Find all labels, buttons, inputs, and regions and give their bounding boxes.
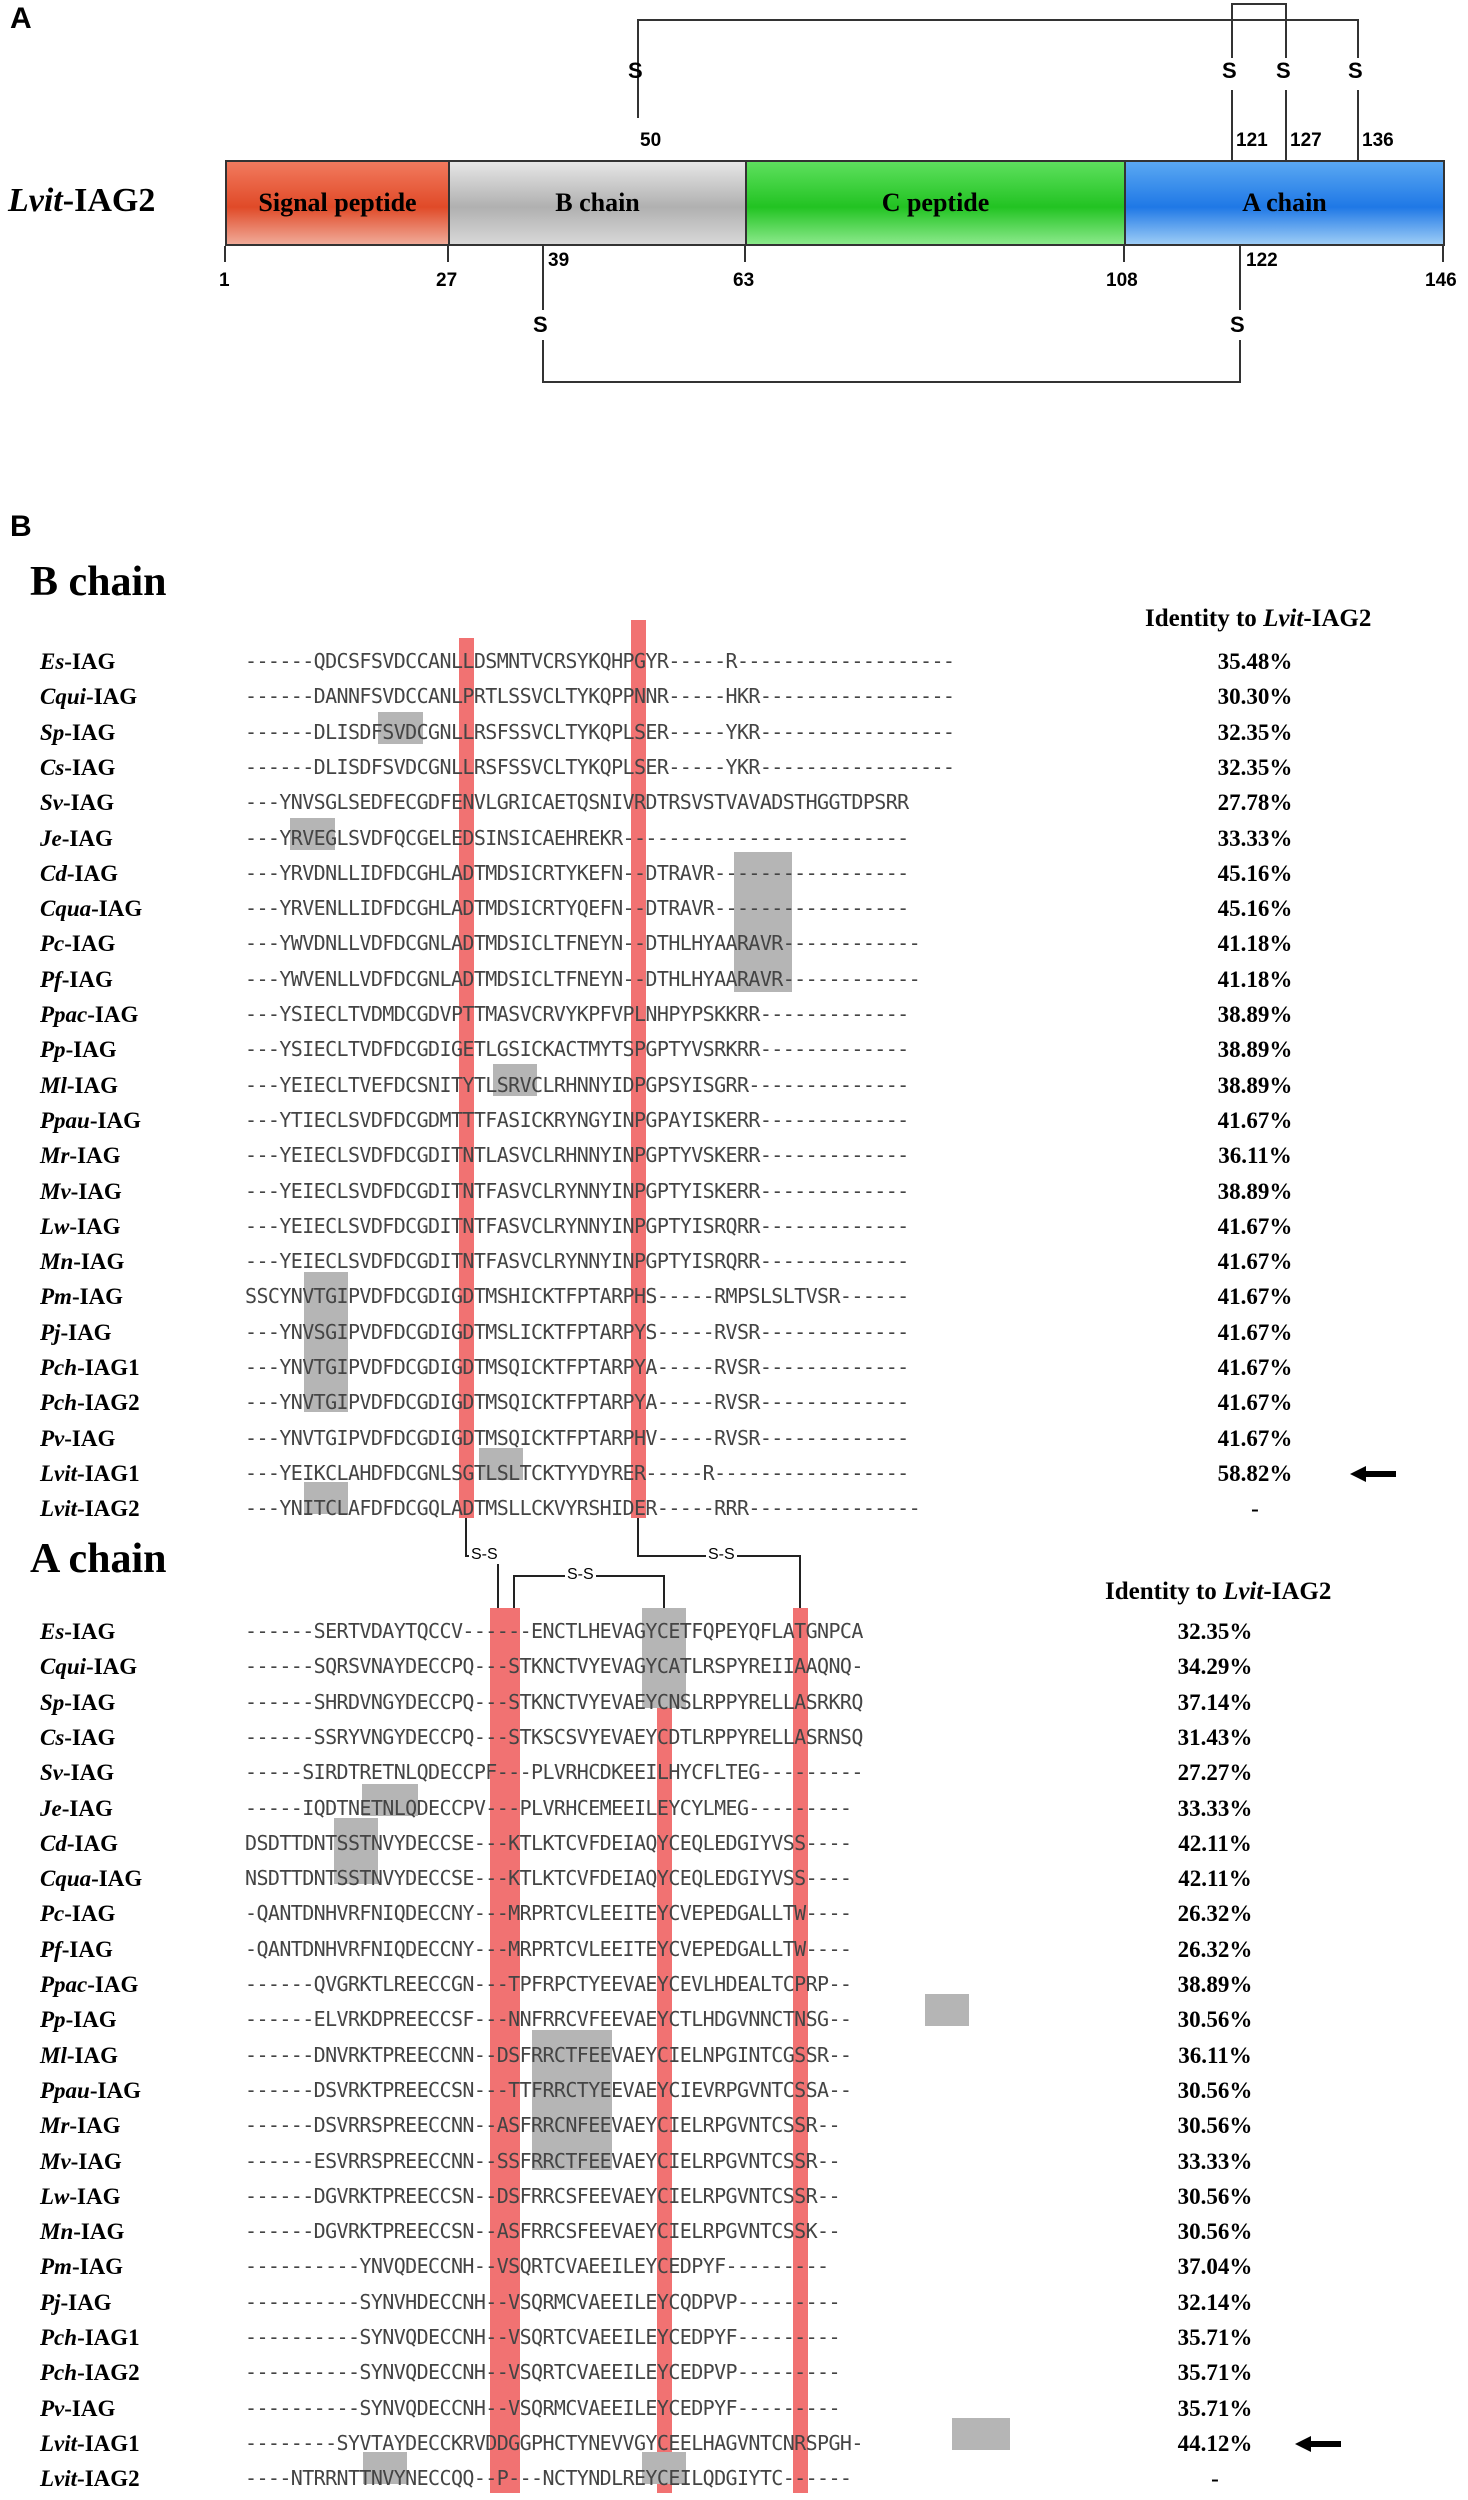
sequence: ------DLISDFSVDCGNLLRSFSSVCLTYKQPLSER-----YKR----------------- [245, 719, 955, 744]
identity-value: 32.35% [1177, 1619, 1253, 1644]
sequence: ------SQRSVNAYDECCPQ---STKNCTVYEVAGYCATLRSPYREIIAAQNQ- [245, 1654, 863, 1679]
a-chain-row [0, 2214, 1468, 2249]
sequence: --------SYVTAYDECCKRVDDGGPHCTYNEVVGYCEELHAGVNTCNRSPGH- [245, 2430, 863, 2455]
a-chain-row [0, 2391, 1468, 2426]
species-label: Cqui-IAG [40, 1654, 138, 1680]
species-label: Sp-IAG [40, 719, 116, 745]
b-chain-row [0, 1103, 1468, 1138]
identity-value: - [1251, 1496, 1259, 1522]
b-chain-row [0, 644, 1468, 679]
identity-value: 30.56% [1177, 2183, 1253, 2209]
sequence: ---YEIECLSVDFDCGDITNTLASVCLRHNNYINPGPTYVSKERR------------- [245, 1143, 909, 1168]
b-chain-row [0, 750, 1468, 785]
species-label: Mr-IAG [40, 1143, 121, 1169]
sequence: -----IQDTNETNLQDECCPV---PLVRHCEMEEILEYCYLMEG--------- [245, 1795, 852, 1820]
sequence: ---YWVDNLLVDFDCGNLADTMDSICLTFNEYN--DTHLHYAARAVR------------ [245, 931, 921, 956]
sequence: ------DGVRKTPREECCSN--ASFRRCSFEEVAEYCIELRPGVNTCSSK-- [245, 2219, 840, 2244]
species-label: Pc-IAG [40, 931, 116, 957]
sequence: ------DLISDFSVDCGNLLRSFSSVCLTYKQPLSER-----YKR----------------- [245, 754, 955, 779]
pos-146: 146 [1425, 270, 1457, 291]
sequence: ------QDCSFSVDCCANLLDSMNTVCRSYKQHPGYR-----R------------------- [245, 649, 955, 673]
identity-value: 32.35% [1217, 754, 1293, 780]
a-chain-row [0, 2285, 1468, 2320]
sequence: ------SSRYVNGYDECCPQ---STKSCSVYEVAEYCDTLRPPYRELLASRNSQ [245, 1724, 863, 1749]
a-chain-row [0, 2355, 1468, 2390]
sequence: ---YNVSGIPVDFDCGDIGDTMSLICKTFPTARPYS-----RVSR------------- [245, 1319, 909, 1344]
species-label: Ppac-IAG [40, 1972, 139, 1997]
b-chain-row [0, 1174, 1468, 1209]
species-label: Pch-IAG1 [40, 2325, 140, 2350]
cys-s-50: S [628, 58, 643, 83]
a-chain-row [0, 2426, 1468, 2461]
a-chain-row [0, 1755, 1468, 1790]
ss-label-1: S-S [471, 1546, 498, 1563]
left-arrow-icon [1350, 1466, 1396, 1482]
sequence: ------DSVRRSPREECCNN--ASFRRCNFEEVAEYCIELRPGVNTCSSR-- [245, 2113, 840, 2138]
protein-name: Lvit-IAG2 [8, 182, 156, 219]
b-chain-row [0, 1421, 1468, 1456]
species-label: Je-IAG [40, 825, 113, 851]
species-label: Je-IAG [40, 1795, 113, 1821]
identity-value: 38.89% [1217, 1178, 1293, 1204]
sequence: ----NTRRNTTNVYNECCQQ--P---NCTYNDLREYCEILQDGIYTC------ [245, 2466, 852, 2491]
species-label: Es-IAG [40, 649, 116, 674]
species-label: Ml-IAG [40, 2042, 118, 2068]
sequence: ---YEIECLSVDFDCGDITNTFASVCLRYNNYINPGPTYISKERR------------- [245, 1178, 909, 1203]
sequence: ------ESVRRSPREECCNN--SSFRRCTFEEVAEYCIELRPGVNTCSSR-- [245, 2148, 840, 2173]
sequence: NSDTTDNTSSTNVYDECCSE---KTLKTCVFDEIAQYCEQLEDGIYVSS---- [245, 1866, 852, 1891]
identity-value: 42.11% [1178, 1866, 1252, 1892]
a-chain-row [0, 2073, 1468, 2108]
species-label: Sv-IAG [40, 1760, 115, 1786]
cys-s-39: S [533, 312, 548, 337]
b-chain-row [0, 1138, 1468, 1173]
species-label: Pj-IAG [40, 1319, 112, 1345]
species-label: Pm-IAG [40, 2254, 124, 2280]
pos-122: 122 [1246, 250, 1278, 271]
identity-value: 33.33% [1177, 1795, 1253, 1821]
identity-value: 30.56% [1177, 2077, 1253, 2103]
species-label: Pch-IAG2 [40, 2360, 140, 2386]
species-label: Lvit-IAG2 [40, 2466, 140, 2492]
sequence: ---YTIECLSVDFDCGDMTTTFASICKRYNGYINPGPAYISKERR------------- [245, 1107, 909, 1132]
pos-1: 1 [219, 270, 230, 291]
b-chain-row [0, 1315, 1468, 1350]
pos-121: 121 [1236, 130, 1268, 151]
species-label: Lvit-IAG1 [40, 1460, 140, 1486]
species-label: Lvit-IAG1 [40, 2430, 140, 2456]
species-label: Pv-IAG [40, 2395, 116, 2421]
pos-127: 127 [1290, 130, 1322, 151]
sequence: ----------SYNVQDECCNH--VSQRMCVAEEILEYCEDPYF--------- [245, 2395, 840, 2420]
identity-value: 36.11% [1178, 2042, 1252, 2068]
identity-value: 41.67% [1217, 1107, 1293, 1133]
identity-value: 27.78% [1217, 790, 1293, 816]
identity-value: 41.67% [1217, 1425, 1293, 1451]
pos-39: 39 [548, 250, 570, 271]
species-label: Pch-IAG1 [40, 1355, 140, 1380]
sequence: ----------SYNVQDECCNH--VSQRTCVAEEILEYCEDPYF--------- [245, 2325, 840, 2349]
a-chain-row [0, 2038, 1468, 2073]
a-chain-row [0, 2179, 1468, 2214]
ss-label-2: S-S [567, 1566, 594, 1583]
identity-value: 30.56% [1177, 2113, 1253, 2139]
b-chain-row [0, 926, 1468, 961]
b-chain-row [0, 856, 1468, 891]
species-label: Cqua-IAG [40, 1866, 143, 1892]
sequence: -----SIRDTRETNLQDECCPF---PLVRHCDKEEILHYCFLTEG--------- [245, 1760, 863, 1785]
a-chain-row [0, 2144, 1468, 2179]
cys-s-122: S [1230, 312, 1245, 337]
identity-value: - [1211, 2466, 1219, 2492]
identity-value: 37.04% [1177, 2254, 1253, 2280]
b-chain-row [0, 1032, 1468, 1067]
species-label: Cd-IAG [40, 1830, 118, 1856]
a-chain-row [0, 1932, 1468, 1967]
bond-50-136 [638, 20, 1358, 118]
sequence: ------QVGRKTLREECCGN---TPFRPCTYEEVAEYCEVLHDEALTCPRP-- [245, 1972, 852, 1996]
a-chain-row [0, 1967, 1468, 2002]
b-chain-row [0, 821, 1468, 856]
identity-value: 33.33% [1177, 2148, 1253, 2174]
species-label: Lw-IAG [40, 2183, 121, 2209]
species-label: Cs-IAG [40, 754, 116, 780]
panel-b-label: B [10, 510, 32, 543]
identity-value: 32.14% [1177, 2289, 1253, 2315]
identity-value: 37.14% [1177, 1689, 1253, 1715]
species-label: Pp-IAG [40, 1037, 117, 1063]
sequence: ------SERTVDAYTQCCV------ENCTLHEVAGYCETFQPEYQFLATGNPCA [245, 1619, 863, 1643]
ss-label-3: S-S [708, 1546, 735, 1563]
b-chain-row [0, 679, 1468, 714]
segment-b-chain: B chain [448, 160, 747, 246]
sequence: ---YEIECLSVDFDCGDITNTFASVCLRYNNYINPGPTYISRQRR------------- [245, 1249, 909, 1274]
species-label: Sp-IAG [40, 1689, 116, 1715]
identity-value: 41.67% [1217, 1284, 1293, 1310]
identity-value: 41.67% [1217, 1319, 1293, 1345]
identity-value: 41.18% [1217, 966, 1293, 992]
a-chain-row [0, 1614, 1468, 1649]
pos-50: 50 [640, 130, 662, 151]
sequence: ---YNVSGLSEDFECGDFENVLGRICAETQSNIVRDTRSVSTVAVADSTHGGTDPSRR [245, 790, 909, 815]
identity-value: 45.16% [1217, 896, 1293, 922]
sequence: ----------SYNVQDECCNH--VSQRTCVAEEILEYCEDPVP--------- [245, 2360, 840, 2385]
species-label: Mn-IAG [40, 2219, 125, 2245]
a-chain-row [0, 2461, 1468, 2496]
identity-value: 41.18% [1217, 931, 1293, 957]
species-label: Cs-IAG [40, 1724, 116, 1750]
sequence: ------DANNFSVDCCANLPRTLSSVCLTYKQPPNNR-----HKR----------------- [245, 684, 955, 709]
identity-value: 32.35% [1217, 719, 1293, 745]
sequence: ---YNVTGIPVDFDCGDIGDTMSQICKTFPTARPYA-----RVSR------------- [245, 1355, 909, 1379]
identity-value: 38.89% [1217, 1072, 1293, 1098]
segment-signal-peptide: Signal peptide [225, 160, 450, 246]
identity-value: 35.71% [1177, 2325, 1253, 2350]
identity-value: 41.67% [1217, 1213, 1293, 1239]
identity-value: 30.30% [1217, 684, 1293, 710]
a-chain-row [0, 2108, 1468, 2143]
species-label: Pf-IAG [40, 1936, 113, 1962]
sequence: ---YNVTGIPVDFDCGDIGDTMSQICKTFPTARPHV-----RVSR------------- [245, 1425, 909, 1450]
b-chain-title: B chain [30, 559, 167, 605]
species-label: Cqua-IAG [40, 896, 143, 922]
identity-value: 35.48% [1217, 649, 1293, 674]
sequence: ---YNVTGIPVDFDCGDIGDTMSQICKTFPTARPYA-----RVSR------------- [245, 1390, 909, 1415]
a-chain-row [0, 1861, 1468, 1896]
species-label: Pj-IAG [40, 2289, 112, 2315]
identity-value: 45.16% [1217, 860, 1293, 886]
sequence: -QANTDNHVRFNIQDECCNY---MRPRTCVLEEITEYCVEPEDGALLTW---- [245, 1901, 852, 1926]
panel-a-label: A [10, 2, 32, 35]
species-label: Pc-IAG [40, 1901, 116, 1927]
sequence: ---YEIKCLAHDFDCGNLSGTLSLTCKTYYDYRER-----R----------------- [245, 1460, 909, 1485]
sequence: ---YEIECLTVEFDCSNITYTLSRVCLRHNNYIDPGPSYISGRR-------------- [245, 1072, 909, 1097]
identity-value: 58.82% [1217, 1460, 1293, 1486]
pos-27: 27 [436, 270, 458, 291]
species-label: Mn-IAG [40, 1249, 125, 1275]
b-chain-row [0, 1279, 1468, 1314]
cys-s-127: S [1276, 58, 1291, 83]
b-chain-row [0, 891, 1468, 926]
identity-value: 38.89% [1217, 1037, 1293, 1063]
sequence: DSDTTDNTSSTNVYDECCSE---KTLKTCVFDEIAQYCEQLEDGIYVSS---- [245, 1830, 852, 1855]
b-chain-row [0, 962, 1468, 997]
species-label: Cqui-IAG [40, 684, 138, 710]
a-chain-row [0, 1649, 1468, 1684]
a-chain-row [0, 2320, 1468, 2355]
sequence: ------DNVRKTPREECCNN--DSFRRCTFEEVAEYCIELNPGINTCGSSR-- [245, 2042, 852, 2067]
species-label: Ppau-IAG [40, 1107, 141, 1133]
identity-value: 35.71% [1177, 2395, 1253, 2421]
species-label: Lvit-IAG2 [40, 1496, 140, 1522]
identity-value: 41.67% [1217, 1390, 1293, 1416]
species-label: Ppau-IAG [40, 2077, 141, 2103]
pos-136: 136 [1362, 130, 1394, 151]
species-label: Pf-IAG [40, 966, 113, 992]
cys-s-121: S [1222, 58, 1237, 83]
bond-121-127 [1232, 4, 1286, 58]
cys-s-136: S [1348, 58, 1363, 83]
identity-value: 34.29% [1177, 1654, 1253, 1680]
bond-39-122 [543, 340, 1240, 382]
sequence: ---YRVENLLIDFDCGHLADTMDSICRTYQEFN--DTRAVR----------------- [245, 896, 909, 921]
b-chain-row [0, 1456, 1468, 1491]
species-label: Mr-IAG [40, 2113, 121, 2139]
a-chain-row [0, 1720, 1468, 1755]
b-chain-row [0, 1350, 1468, 1385]
identity-value: 44.12% [1177, 2430, 1253, 2456]
sequence: ---YNITCLAFDFDCGQLADTMSLLCKVYRSHIDER-----RRR--------------- [245, 1496, 921, 1521]
sequence: ------SHRDVNGYDECCPQ---STKNCTVYEVAEYCNSLRPPYRELLASRKRQ [245, 1689, 863, 1714]
b-chain-row [0, 785, 1468, 820]
species-label: Sv-IAG [40, 790, 115, 816]
identity-value: 30.56% [1177, 2219, 1253, 2245]
sequence: ------DSVRKTPREECCSN---TTFRRCTYEEVAEYCIEVRPGVNTCSSA-- [245, 2077, 852, 2102]
pos-108: 108 [1106, 270, 1138, 291]
pos-63: 63 [733, 270, 755, 291]
b-chain-identity-header: Identity to Lvit-IAG2 [1145, 605, 1372, 632]
species-label: Pm-IAG [40, 1284, 124, 1310]
identity-value: 27.27% [1177, 1760, 1253, 1786]
identity-value: 38.89% [1177, 1972, 1253, 1997]
b-chain-row [0, 997, 1468, 1032]
segment-c-peptide: C peptide [745, 160, 1126, 246]
sequence: ---YSIECLTVDFDCGDIGETLGSICKACTMYTSPGPTYVSRKRR------------- [245, 1037, 909, 1062]
species-label: Ppac-IAG [40, 1002, 139, 1027]
identity-value: 38.89% [1217, 1002, 1293, 1027]
sequence: ----------SYNVHDECCNH--VSQRMCVAEEILEYCQDPVP--------- [245, 2289, 840, 2314]
identity-value: 33.33% [1217, 825, 1293, 851]
species-label: Cd-IAG [40, 860, 118, 886]
identity-value: 36.11% [1218, 1143, 1292, 1169]
sequence: ---YSIECLTVDMDCGDVPTTMASVCRVYKPFVPLNHPYPSKKRR------------- [245, 1002, 909, 1026]
sequence: ---YRVEGLSVDFQCGELEDSINSICAEHREKR------------------------- [245, 825, 909, 850]
sequence: ---YEIECLSVDFDCGDITNTFASVCLRYNNYINPGPTYISRQRR------------- [245, 1213, 909, 1238]
a-chain-row [0, 2002, 1468, 2037]
species-label: Mv-IAG [40, 2148, 122, 2174]
species-label: Ml-IAG [40, 1072, 118, 1098]
sequence: -QANTDNHVRFNIQDECCNY---MRPRTCVLEEITEYCVEPEDGALLTW---- [245, 1936, 852, 1961]
b-chain-row [0, 1244, 1468, 1279]
a-chain-row [0, 1685, 1468, 1720]
species-label: Pv-IAG [40, 1425, 116, 1451]
segment-a-chain: A chain [1124, 160, 1445, 246]
a-chain-row [0, 2249, 1468, 2284]
identity-value: 41.67% [1217, 1249, 1293, 1275]
sequence: ------ELVRKDPREECCSF---NNFRRCVFEEVAEYCTLHDGVNNCTNSG-- [245, 2007, 852, 2032]
b-chain-row [0, 1385, 1468, 1420]
a-chain-title: A chain [30, 1536, 167, 1582]
a-chain-identity-header: Identity to Lvit-IAG2 [1105, 1578, 1332, 1605]
sequence: ---YWVENLLVDFDCGNLADTMDSICLTFNEYN--DTHLHYAARAVR------------ [245, 966, 921, 991]
a-chain-row [0, 1896, 1468, 1931]
species-label: Pch-IAG2 [40, 1390, 140, 1416]
identity-value: 42.11% [1178, 1830, 1252, 1856]
species-label: Es-IAG [40, 1619, 116, 1644]
identity-value: 26.32% [1177, 1901, 1253, 1927]
left-arrow-icon [1295, 2436, 1341, 2452]
sequence: ---YRVDNLLIDFDCGHLADTMDSICRTYKEFN--DTRAVR----------------- [245, 860, 909, 885]
identity-value: 41.67% [1217, 1355, 1293, 1380]
sequence: ----------YNVQDECCNH--VSQRTCVAEEILEYCEDPYF--------- [245, 2254, 829, 2279]
species-label: Mv-IAG [40, 1178, 122, 1204]
identity-value: 31.43% [1177, 1724, 1253, 1750]
a-chain-row [0, 1826, 1468, 1861]
b-chain-row [0, 1068, 1468, 1103]
b-chain-row [0, 1209, 1468, 1244]
identity-value: 26.32% [1177, 1936, 1253, 1962]
species-label: Lw-IAG [40, 1213, 121, 1239]
sequence: SSCYNVTGIPVDFDCGDIGDTMSHICKTFPTARPHS-----RMPSLSLTVSR------ [245, 1284, 909, 1309]
a-chain-row [0, 1791, 1468, 1826]
identity-value: 35.71% [1177, 2360, 1253, 2386]
b-chain-row [0, 715, 1468, 750]
species-label: Pp-IAG [40, 2007, 117, 2033]
identity-value: 30.56% [1177, 2007, 1253, 2033]
sequence: ------DGVRKTPREECCSN--DSFRRCSFEEVAEYCIELRPGVNTCSSR-- [245, 2183, 840, 2208]
